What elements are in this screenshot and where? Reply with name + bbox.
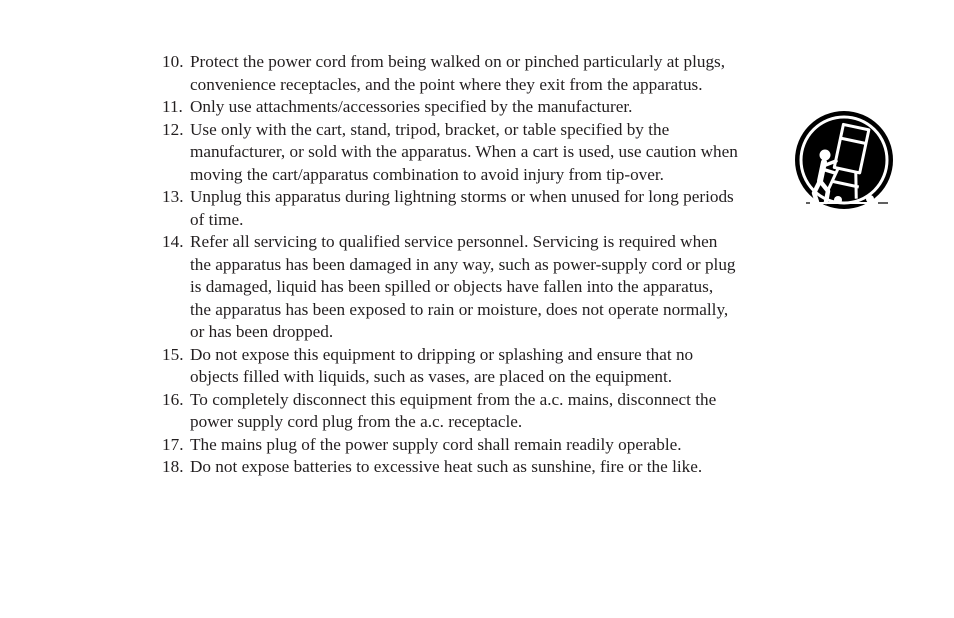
instruction-line: Do not expose this equipment to dripping or splashing and ensure that no [190,344,694,364]
instruction-item [162,434,802,457]
instruction-line: Do not expose batteries to excessive heat such as sunshine, fire or the like. [190,457,703,476]
instruction-line: To completely disconnect this equipment from the a.c. mains, disconnect the [190,389,717,409]
instruction-number: 11. [162,97,183,116]
instruction-item [162,51,802,96]
instruction-line: Unplug this apparatus during lightning storms or when unused for long periods [190,187,734,206]
instruction-line: the apparatus has been exposed to rain or moisture, does not operate normally, [190,299,729,319]
instruction-line: the apparatus has been damaged in any way, such as power-supply cord or plug [190,254,736,274]
instruction-text [190,344,802,389]
instruction-text [190,186,802,231]
instruction-line: objects filled with liquids, such as vases, are placed on the equipment. [190,367,673,386]
instruction-item [162,96,802,119]
safety-instructions-list [162,51,802,479]
instruction-item [162,456,802,479]
instruction-item [162,344,802,389]
instruction-item [162,389,802,434]
instruction-number: 15. [162,344,184,364]
instruction-text [190,456,802,479]
instruction-number: 17. [162,434,184,454]
instruction-text [190,389,802,434]
instruction-text [190,434,802,457]
instruction-line: or has been dropped. [190,322,334,341]
instruction-item [162,231,802,344]
instruction-number: 14. [162,232,184,251]
instruction-number: 16. [162,389,184,409]
instruction-line: manufacturer, or sold with the apparatus. When a cart is used, use caution when [190,142,738,161]
instruction-text [190,231,802,344]
instruction-line: Refer all servicing to qualified service personnel. Servicing is required when [190,232,718,251]
instruction-number: 18. [162,457,184,476]
instruction-number: 10. [162,52,184,71]
instruction-line: Use only with the cart, stand, tripod, bracket, or table specified by the [190,119,670,139]
instruction-item [162,119,802,187]
instruction-line: Protect the power cord from being walked on or pinched particularly at plugs, [190,52,726,71]
instruction-line: moving the cart/apparatus combination to avoid injury from tip-over. [190,164,664,184]
instruction-text [190,96,802,119]
instruction-text [190,119,802,187]
instruction-line: convenience receptacles, and the point where they exit from the apparatus. [190,74,703,94]
instruction-number: 12. [162,119,184,139]
instruction-line: of time. [190,209,244,229]
instruction-number: 13. [162,187,184,206]
instruction-line: Only use attachments/accessories specified by the manufacturer. [190,97,633,116]
instruction-text [190,51,802,96]
cart-tip-over-warning-icon [794,111,894,211]
instruction-item [162,186,802,231]
instruction-line: The mains plug of the power supply cord shall remain readily operable. [190,434,682,454]
instruction-line: is damaged, liquid has been spilled or objects have fallen into the apparatus, [190,277,714,296]
instruction-line: power supply cord plug from the a.c. receptacle. [190,412,523,431]
